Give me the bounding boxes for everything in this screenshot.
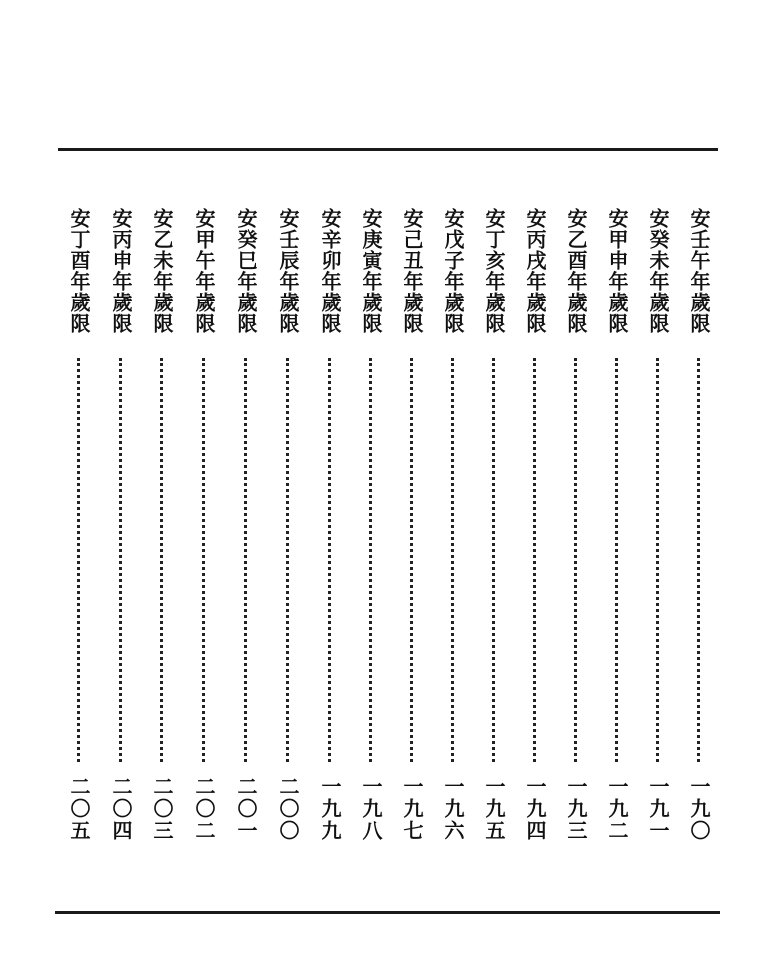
dot-leader [369, 358, 372, 762]
entry-page-number: 一九一 [646, 776, 670, 842]
entry-title: 安辛卯年歲限 [318, 208, 342, 334]
dot-leader [202, 358, 205, 762]
dot-leader [697, 358, 700, 762]
dot-leader [533, 358, 536, 762]
toc-entry[interactable] [438, 208, 468, 848]
entry-page-number: 一九六 [441, 776, 465, 842]
entry-title: 安甲申年歲限 [605, 208, 629, 334]
toc-entry[interactable] [684, 208, 714, 848]
dot-leader [574, 358, 577, 762]
entry-title: 安壬午年歲限 [687, 208, 711, 334]
entry-page-number: 二〇五 [67, 776, 91, 842]
entry-page-number: 二〇一 [234, 776, 258, 842]
entry-title: 安丙戌年歲限 [523, 208, 547, 334]
entry-title: 安戊子年歲限 [441, 208, 465, 334]
entry-page-number: 二〇〇 [276, 776, 300, 842]
entry-page-number: 一九五 [482, 776, 506, 842]
dot-leader [286, 358, 289, 762]
dot-leader [160, 358, 163, 762]
toc-entry[interactable] [356, 208, 386, 848]
toc-entry[interactable] [561, 208, 591, 848]
dot-leader [119, 358, 122, 762]
dot-leader [77, 358, 80, 762]
entry-title: 安庚寅年歲限 [359, 208, 383, 334]
entry-page-number: 一九七 [400, 776, 424, 842]
entry-page-number: 二〇四 [109, 776, 133, 842]
entry-page-number: 一九二 [605, 776, 629, 842]
entry-page-number: 二〇三 [150, 776, 174, 842]
dot-leader [244, 358, 247, 762]
entry-page-number: 一九九 [318, 776, 342, 842]
dot-leader [492, 358, 495, 762]
toc-entry[interactable] [520, 208, 550, 848]
entry-title: 安甲午年歲限 [192, 208, 216, 334]
entry-title: 安乙酉年歲限 [564, 208, 588, 334]
toc-entry[interactable] [106, 208, 136, 848]
toc-entry[interactable] [643, 208, 673, 848]
entry-title: 安壬辰年歲限 [276, 208, 300, 334]
entry-title: 安己丑年歲限 [400, 208, 424, 334]
toc-entry[interactable] [479, 208, 509, 848]
dot-leader [656, 358, 659, 762]
entry-page-number: 一九四 [523, 776, 547, 842]
entry-title: 安丁酉年歲限 [67, 208, 91, 334]
entry-page-number: 一九〇 [687, 776, 711, 842]
entry-title: 安癸巳年歲限 [234, 208, 258, 334]
toc-entry[interactable] [315, 208, 345, 848]
toc-entry[interactable] [602, 208, 632, 848]
entry-page-number: 二〇二 [192, 776, 216, 842]
toc-entry[interactable] [64, 208, 94, 848]
dot-leader [451, 358, 454, 762]
entry-page-number: 一九三 [564, 776, 588, 842]
toc-entry[interactable] [273, 208, 303, 848]
dot-leader [615, 358, 618, 762]
toc-entry[interactable] [189, 208, 219, 848]
entry-page-number: 一九八 [359, 776, 383, 842]
toc-entry[interactable] [397, 208, 427, 848]
toc-entry[interactable] [231, 208, 261, 848]
dot-leader [328, 358, 331, 762]
entry-title: 安丙申年歲限 [109, 208, 133, 334]
dot-leader [410, 358, 413, 762]
entry-title: 安丁亥年歲限 [482, 208, 506, 334]
entry-title: 安癸未年歲限 [646, 208, 670, 334]
toc-entry[interactable] [147, 208, 177, 848]
bottom-rule [55, 911, 720, 914]
entry-title: 安乙未年歲限 [150, 208, 174, 334]
